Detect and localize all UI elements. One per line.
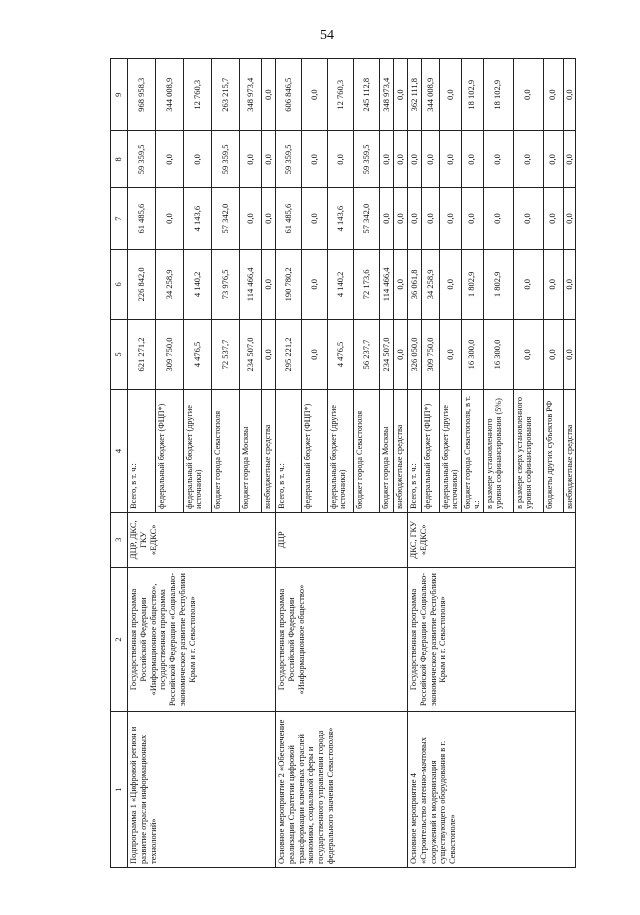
amount-cell: 0,0 [302, 59, 328, 131]
funding-source: бюджет города Севастополя [354, 390, 380, 513]
funding-source: бюджет города Москвы [380, 390, 394, 513]
amount-cell: 1 802,9 [461, 249, 483, 319]
amount-cell: 606 846,5 [276, 59, 302, 131]
amount-cell: 0,0 [461, 131, 483, 188]
amount-cell: 245 112,8 [354, 59, 380, 131]
amount-cell: 4 476,5 [184, 319, 212, 389]
amount-cell: 34 258,9 [156, 249, 184, 319]
amount-cell: 0,0 [543, 131, 563, 188]
amount-cell: 114 466,4 [240, 249, 262, 319]
program-name: Государственная программа Российской Федерации «Социально-экономическое развитие Республики Крым и г. Севастополя» [408, 567, 576, 712]
column-header: 6 [111, 249, 128, 319]
amount-cell: 0,0 [394, 188, 408, 249]
amount-cell: 0,0 [513, 131, 543, 188]
amount-cell: 0,0 [262, 319, 276, 389]
amount-cell: 0,0 [302, 319, 328, 389]
amount-cell: 72 537,7 [212, 319, 240, 389]
section-title: Основное мероприятие 4 «Строительство антенно-мачтовых сооружений и модернизация существующего оборудования в г. Севастополе» [408, 712, 576, 868]
amount-cell: 59 359,5 [212, 131, 240, 188]
amount-cell: 4 476,5 [328, 319, 354, 389]
program-name: Государственная программа Российской Федерации «Информационное общество» [276, 567, 408, 712]
amount-cell: 0,0 [563, 59, 576, 131]
amount-cell: 0,0 [440, 319, 462, 389]
amount-cell: 0,0 [440, 188, 462, 249]
table-row [408, 59, 422, 868]
amount-cell: 0,0 [302, 249, 328, 319]
amount-cell: 0,0 [394, 319, 408, 389]
amount-cell: 0,0 [563, 319, 576, 389]
funding-source: внебюджетные средства [394, 390, 408, 513]
amount-cell: 0,0 [380, 188, 394, 249]
amount-cell: 0,0 [513, 319, 543, 389]
amount-cell: 362 111,8 [408, 59, 422, 131]
amount-cell: 0,0 [262, 131, 276, 188]
amount-cell: 0,0 [513, 188, 543, 249]
amount-cell: 61 485,6 [276, 188, 302, 249]
funding-source: бюджет города Москвы [240, 390, 262, 513]
funding-source: федеральный бюджет (другие источники) [328, 390, 354, 513]
amount-cell: 36 061,8 [408, 249, 422, 319]
amount-cell: 0,0 [563, 131, 576, 188]
amount-cell: 0,0 [156, 188, 184, 249]
amount-cell: 0,0 [408, 131, 422, 188]
amount-cell: 57 342,0 [354, 188, 380, 249]
amount-cell: 344 008,9 [156, 59, 184, 131]
amount-cell: 114 466,4 [380, 249, 394, 319]
table-area [110, 58, 574, 868]
amount-cell: 0,0 [394, 131, 408, 188]
amount-cell: 0,0 [394, 59, 408, 131]
amount-cell: 226 842,0 [128, 249, 156, 319]
amount-cell: 0,0 [543, 59, 563, 131]
amount-cell: 0,0 [440, 131, 462, 188]
amount-cell: 968 958,3 [128, 59, 156, 131]
amount-cell: 57 342,0 [212, 188, 240, 249]
header-row [111, 59, 128, 868]
amount-cell: 12 760,3 [328, 59, 354, 131]
amount-cell: 4 143,6 [184, 188, 212, 249]
amount-cell: 4 143,6 [328, 188, 354, 249]
amount-cell: 16 300,0 [483, 319, 513, 389]
amount-cell: 0,0 [262, 188, 276, 249]
funding-source: внебюджетные средства [563, 390, 576, 513]
column-header: 2 [111, 567, 128, 712]
funding-source: бюджеты других субъектов РФ [543, 390, 563, 513]
responsible-executor: ДЦР, ДКС, ГКУ «ЕДКС» [128, 512, 276, 567]
amount-cell: 61 485,6 [128, 188, 156, 249]
amount-cell: 326 050,0 [408, 319, 422, 389]
amount-cell: 0,0 [302, 188, 328, 249]
column-header: 1 [111, 712, 128, 868]
amount-cell: 1 802,9 [483, 249, 513, 319]
funding-source: федеральный бюджет (ФЦП*) [422, 390, 440, 513]
program-name: Государственная программа Российской Федерации «Информационное общество», государственная программа Российской Федерации «Социально-экономическое развитие Республики Крым и г. Севастополя» [128, 567, 276, 712]
amount-cell: 0,0 [563, 249, 576, 319]
rotated-table-container [110, 58, 574, 868]
amount-cell: 0,0 [380, 131, 394, 188]
responsible-executor: ДЦР [276, 512, 408, 567]
funding-source: Всего, в т. ч.: [128, 390, 156, 513]
funding-source: федеральный бюджет (ФЦП*) [302, 390, 328, 513]
amount-cell: 0,0 [262, 249, 276, 319]
amount-cell: 0,0 [483, 131, 513, 188]
amount-cell: 0,0 [543, 249, 563, 319]
amount-cell: 0,0 [440, 249, 462, 319]
amount-cell: 12 760,3 [184, 59, 212, 131]
funding-source: бюджет города Севастополя [212, 390, 240, 513]
responsible-executor: ДКС, ГКУ «ЕДКС» [408, 512, 576, 567]
funding-source: в размере сверх установленного уровня софинансирования [513, 390, 543, 513]
funding-source: федеральный бюджет (другие источники) [184, 390, 212, 513]
amount-cell: 263 215,7 [212, 59, 240, 131]
column-header: 9 [111, 59, 128, 131]
table-body [128, 59, 576, 868]
funding-source: внебюджетные средства [262, 390, 276, 513]
amount-cell: 73 976,5 [212, 249, 240, 319]
amount-cell: 0,0 [422, 131, 440, 188]
amount-cell: 309 750,0 [422, 319, 440, 389]
amount-cell: 18 102,9 [483, 59, 513, 131]
amount-cell: 59 359,5 [128, 131, 156, 188]
amount-cell: 0,0 [513, 59, 543, 131]
amount-cell: 16 300,0 [461, 319, 483, 389]
column-header: 4 [111, 390, 128, 513]
page-number: 54 [320, 28, 334, 43]
funding-source: в размере установленного уровня софинансирования (5%) [483, 390, 513, 513]
amount-cell: 0,0 [394, 249, 408, 319]
amount-cell: 59 359,5 [354, 131, 380, 188]
amount-cell: 348 973,4 [380, 59, 394, 131]
amount-cell: 72 173,6 [354, 249, 380, 319]
amount-cell: 0,0 [483, 188, 513, 249]
amount-cell: 0,0 [240, 188, 262, 249]
amount-cell: 0,0 [543, 319, 563, 389]
amount-cell: 0,0 [563, 188, 576, 249]
funding-source: Всего, в т. ч.: [408, 390, 422, 513]
amount-cell: 4 140,2 [184, 249, 212, 319]
amount-cell: 0,0 [461, 188, 483, 249]
amount-cell: 295 221,2 [276, 319, 302, 389]
amount-cell: 344 008,9 [422, 59, 440, 131]
amount-cell: 0,0 [543, 188, 563, 249]
amount-cell: 0,0 [513, 249, 543, 319]
amount-cell: 4 140,2 [328, 249, 354, 319]
amount-cell: 34 258,9 [422, 249, 440, 319]
amount-cell: 0,0 [262, 59, 276, 131]
amount-cell: 234 507,0 [380, 319, 394, 389]
column-header: 5 [111, 319, 128, 389]
amount-cell: 0,0 [184, 131, 212, 188]
section-title: Основное мероприятие 2 «Обеспечение реализации Стратегии цифровой трансформации ключевых отраслей экономики, социальной сферы и государственного управления города федерального значения Севастополя» [276, 712, 408, 868]
column-header: 8 [111, 131, 128, 188]
amount-cell: 0,0 [302, 131, 328, 188]
amount-cell: 190 780,2 [276, 249, 302, 319]
amount-cell: 309 750,0 [156, 319, 184, 389]
funding-source: Всего, в т. ч.: [276, 390, 302, 513]
table-row [128, 59, 156, 868]
table-row [276, 59, 302, 868]
funding-source: федеральный бюджет (ФЦП*) [156, 390, 184, 513]
funding-source: федеральный бюджет (другие источники) [440, 390, 462, 513]
amount-cell: 0,0 [440, 59, 462, 131]
funding-source: бюджет города Севастополя, в т. ч.: [461, 390, 483, 513]
budget-table [110, 58, 576, 868]
amount-cell: 0,0 [422, 188, 440, 249]
amount-cell: 234 507,0 [240, 319, 262, 389]
amount-cell: 18 102,9 [461, 59, 483, 131]
amount-cell: 348 973,4 [240, 59, 262, 131]
amount-cell: 0,0 [156, 131, 184, 188]
amount-cell: 59 359,5 [276, 131, 302, 188]
amount-cell: 56 237,7 [354, 319, 380, 389]
column-header: 7 [111, 188, 128, 249]
amount-cell: 0,0 [240, 131, 262, 188]
amount-cell: 0,0 [408, 188, 422, 249]
amount-cell: 0,0 [328, 131, 354, 188]
section-title: Подпрограмма 1 «Цифровой регион и развитие отрасли информационных технологий» [128, 712, 276, 868]
column-header: 3 [111, 512, 128, 567]
amount-cell: 621 271,2 [128, 319, 156, 389]
